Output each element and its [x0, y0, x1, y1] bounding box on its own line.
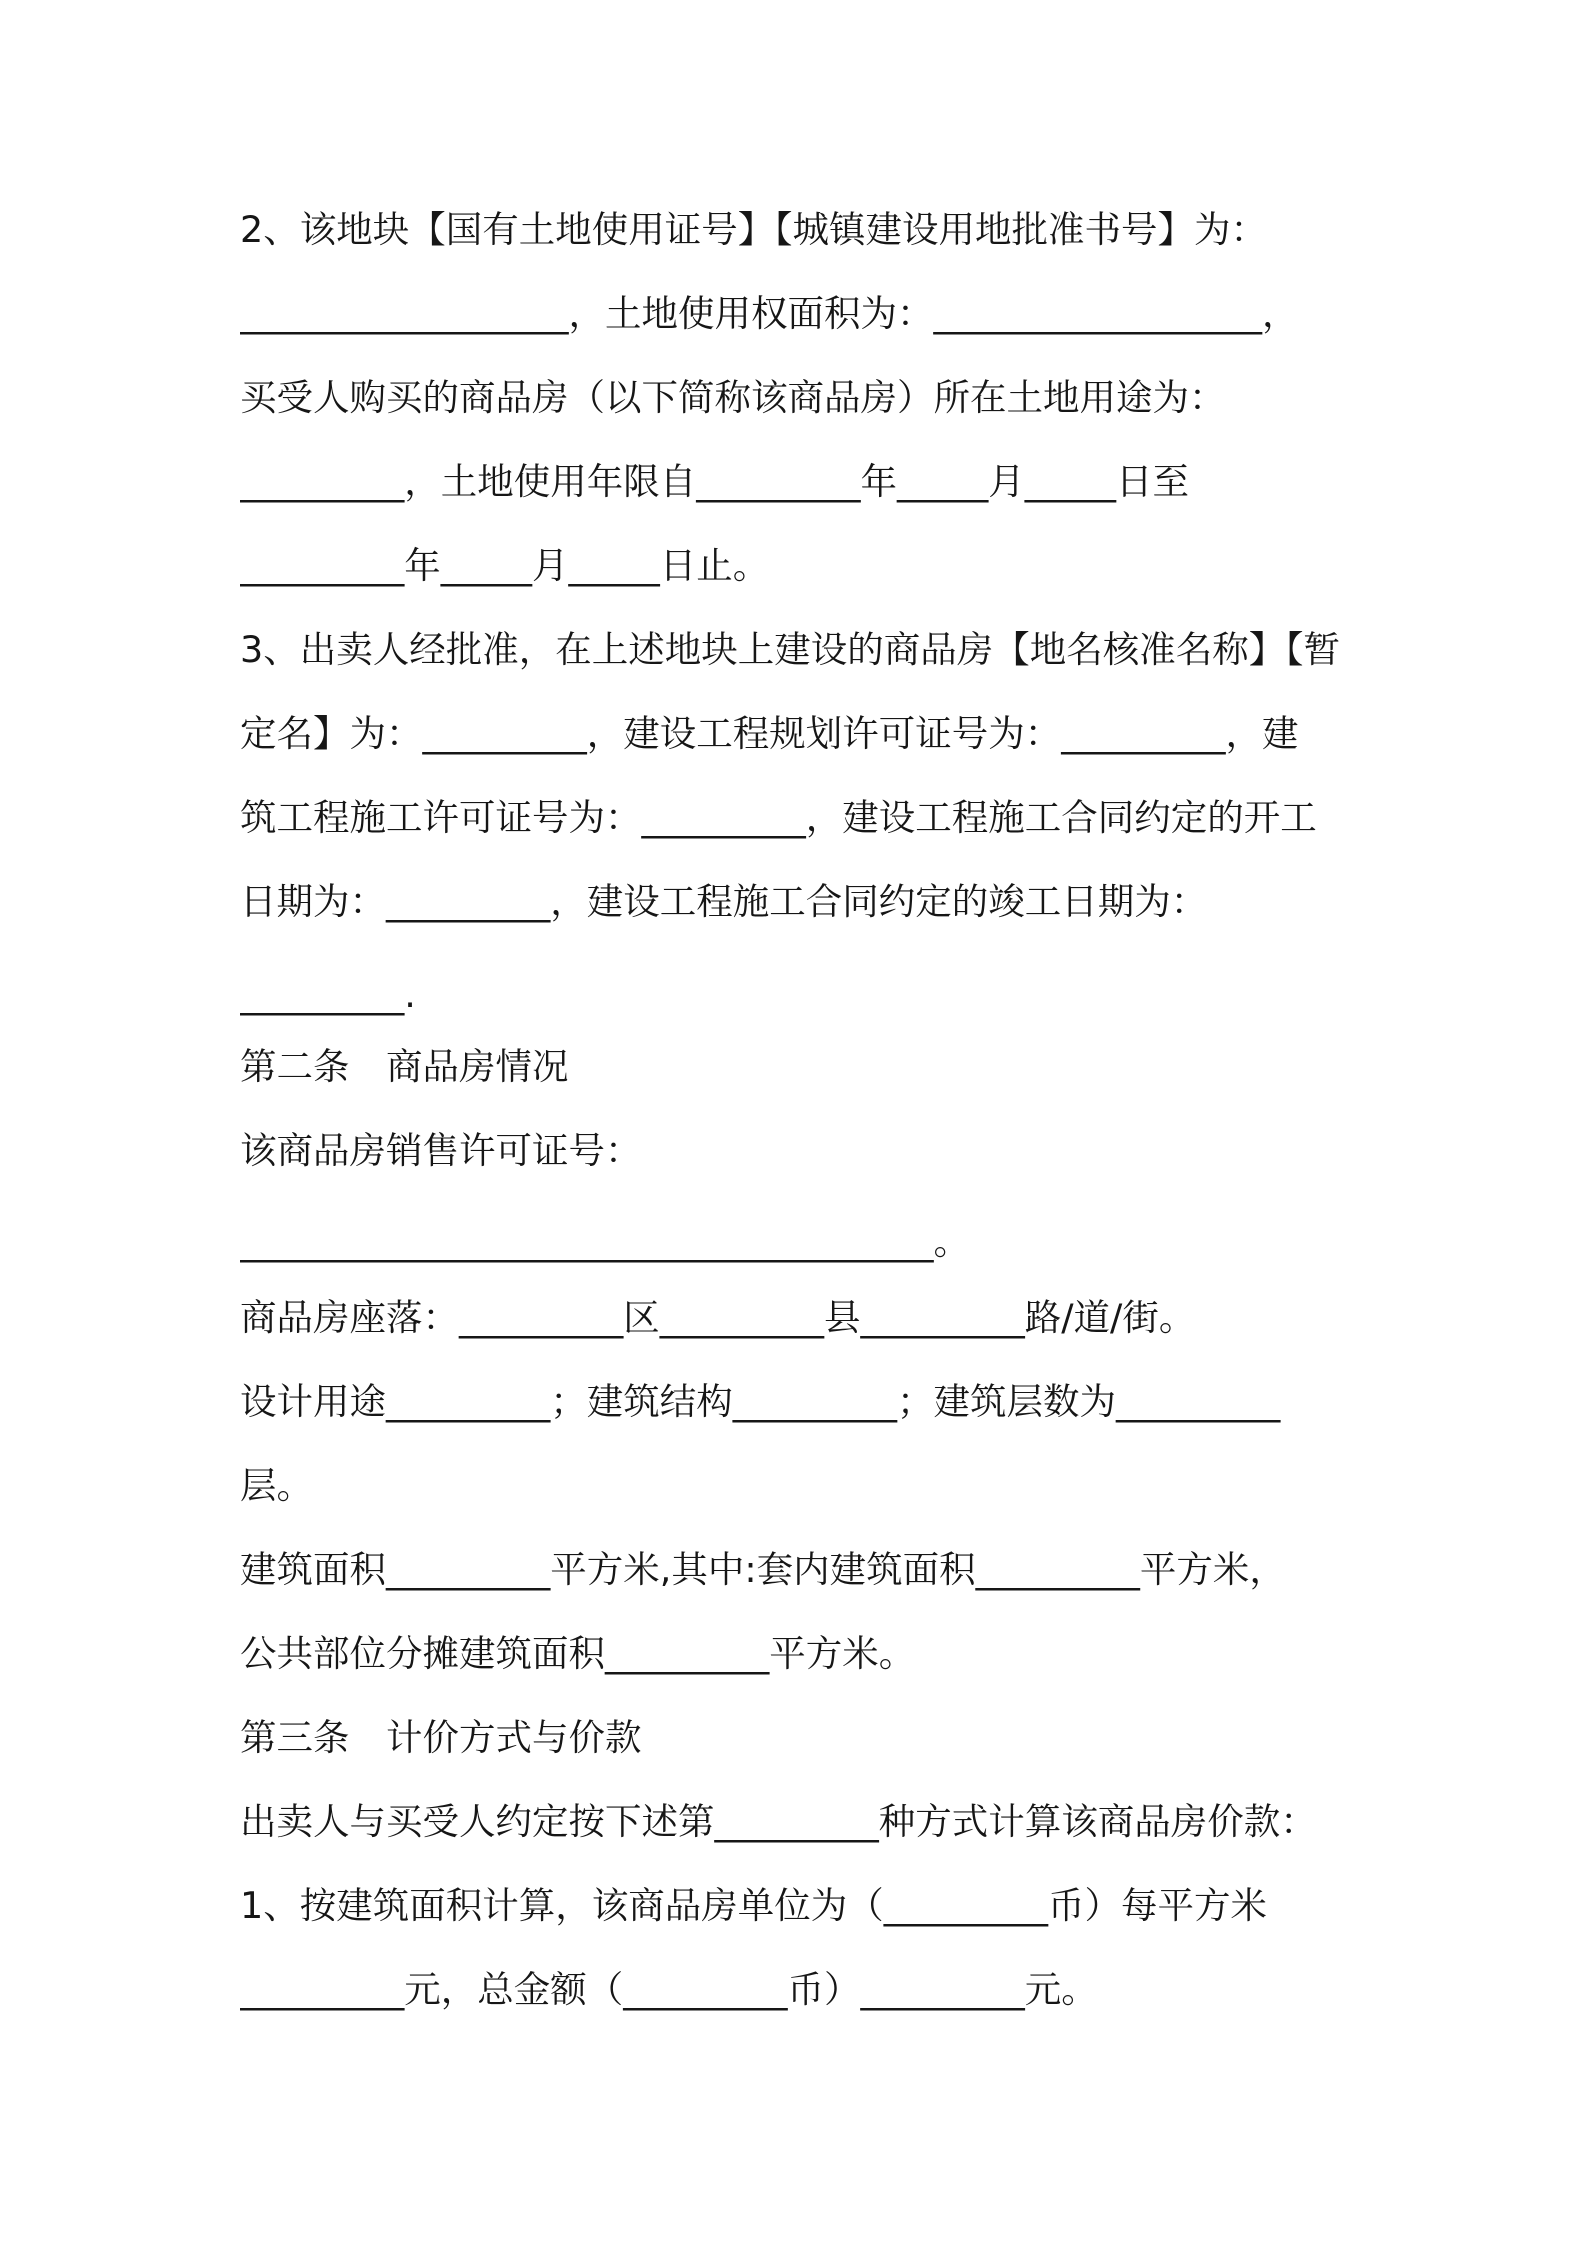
building-area-line: 建筑面积_________平方米,其中:套内建筑面积_________平方米， — [240, 1548, 1286, 1591]
completion-date-line: 日期为：_________，建设工程施工合同约定的竣工日期为： — [240, 880, 1208, 923]
design-purpose-line: 设计用途_________；建筑结构_________；建筑层数为_________ — [240, 1380, 1281, 1423]
property-location-line: 商品房座落：_________区_________县_________路/道/街。 — [240, 1296, 1196, 1339]
land-use-area-line: __________________，土地使用权面积为：__________________， — [240, 292, 1299, 335]
price-by-area-line: 1、按建筑面积计算，该商品房单位为（_________币）每平方米 — [240, 1884, 1267, 1927]
floors-suffix: 层。 — [240, 1464, 313, 1507]
clause-2-land-certificate: 2、该地块【国有土地使用证号】【城镇建设用地批准书号】为： — [240, 208, 1267, 251]
sales-permit-label: 该商品房销售许可证号： — [240, 1129, 642, 1172]
pricing-method-line: 出卖人与买受人约定按下述第_________种方式计算该商品房价款： — [240, 1800, 1317, 1843]
article-3-heading: 第三条 计价方式与价款 — [240, 1716, 642, 1759]
shared-area-line: 公共部位分摊建筑面积_________平方米。 — [240, 1632, 916, 1675]
sales-permit-blank: ______________________________________。 — [240, 1220, 970, 1263]
clause-3-project-name: 3、出卖人经批准，在上述地块上建设的商品房【地名核准名称】【暂 — [240, 628, 1340, 671]
land-use-term-start-line: _________，土地使用年限自_________年_____月_____日至 — [240, 460, 1189, 503]
total-amount-line: _________元，总金额（_________币）_________元。 — [240, 1968, 1098, 2011]
planning-permit-line: 定名】为：_________，建设工程规划许可证号为：_________，建 — [240, 712, 1299, 755]
article-2-heading: 第二条 商品房情况 — [240, 1045, 569, 1088]
construction-permit-line: 筑工程施工许可证号为：_________，建设工程施工合同约定的开工 — [240, 796, 1317, 839]
land-purpose-line: 买受人购买的商品房（以下简称该商品房）所在土地用途为： — [240, 376, 1226, 419]
completion-date-blank: _________. — [240, 973, 416, 1016]
land-use-term-end-line: _________年_____月_____日止。 — [240, 544, 770, 587]
